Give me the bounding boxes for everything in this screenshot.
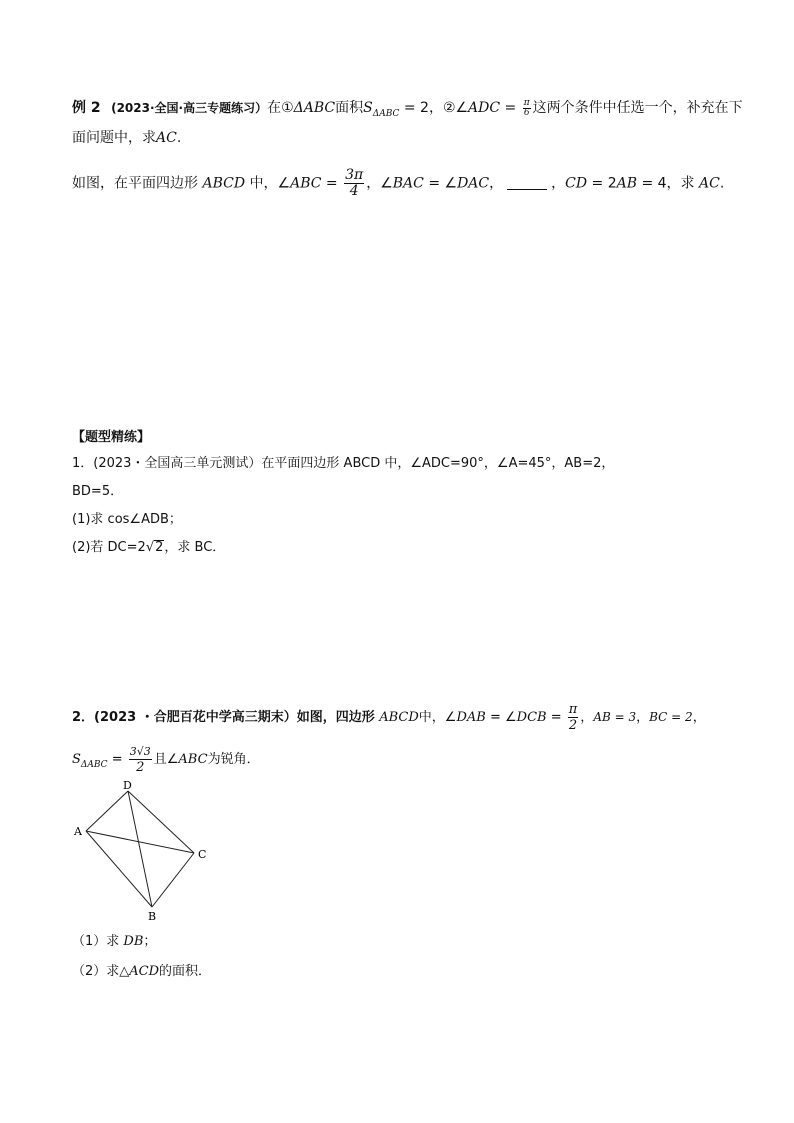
frac-num: π bbox=[523, 97, 530, 108]
math-var: ACD bbox=[129, 964, 160, 979]
text: 在① bbox=[267, 100, 294, 116]
math-var: ΔABC bbox=[293, 100, 336, 116]
text: = ∠ bbox=[423, 175, 458, 192]
sqrt-radicand: 2 bbox=[155, 540, 164, 555]
text: 2．(2023 ・合肥百花中学高三期末）如图，四边形 bbox=[72, 710, 380, 725]
frac-num: 3π bbox=[345, 167, 364, 183]
fraction-3pi-4 bbox=[344, 168, 364, 199]
text: (2)若 DC=2 bbox=[72, 540, 146, 555]
text: = 2，②∠ bbox=[399, 100, 469, 116]
example2-line2 bbox=[72, 128, 181, 148]
vertex-label-b: B bbox=[148, 910, 157, 923]
frac-den: 6 bbox=[523, 107, 530, 118]
text: 中，∠ bbox=[418, 710, 457, 725]
q2-line2 bbox=[72, 744, 260, 775]
example-label: 例 2 bbox=[72, 100, 101, 116]
edge-dc bbox=[128, 791, 194, 853]
text: = 2 bbox=[587, 175, 617, 192]
frac-den: 4 bbox=[349, 183, 359, 199]
math-var: AC bbox=[699, 175, 720, 192]
quadrilateral-figure bbox=[70, 778, 220, 923]
edge-ad bbox=[86, 791, 128, 831]
q1-part1: (1)求 cos∠ADB； bbox=[72, 512, 182, 527]
diagonal-db bbox=[128, 791, 152, 907]
math-var: CD bbox=[565, 175, 588, 192]
text: 中，∠ bbox=[245, 175, 291, 192]
math-var: DB bbox=[123, 934, 144, 949]
fraction-3sqrt3-2 bbox=[129, 744, 152, 775]
math-expr: BC = 2 bbox=[649, 710, 693, 724]
math-var: S bbox=[363, 100, 373, 116]
math-var: S bbox=[72, 752, 81, 767]
text: = bbox=[321, 175, 343, 192]
example2-line3 bbox=[72, 168, 724, 199]
example2-line1 bbox=[72, 98, 743, 124]
math-sub: ΔABC bbox=[80, 760, 108, 770]
text: = 4，求 bbox=[637, 175, 700, 192]
vertex-label-c: C bbox=[198, 848, 207, 861]
text: （2）求△ bbox=[72, 964, 130, 979]
text: ， bbox=[636, 710, 650, 725]
math-var: BAC bbox=[392, 175, 424, 192]
text: ， bbox=[489, 175, 504, 192]
text: 为锐角． bbox=[207, 752, 260, 767]
text: 面积 bbox=[335, 100, 364, 116]
q2-part2 bbox=[72, 962, 211, 982]
math-var: ABCD bbox=[379, 710, 419, 725]
math-var: ABC bbox=[290, 175, 322, 192]
vertex-label-d: D bbox=[123, 779, 132, 792]
text: 且∠ bbox=[153, 752, 179, 767]
frac-den: 2 bbox=[568, 718, 578, 733]
frac-num: π bbox=[568, 702, 578, 717]
vertex-label-a: A bbox=[74, 825, 82, 838]
q1-line1: 1．(2023・全国高三单元测试）在平面四边形 ABCD 中，∠ADC=90°，∠A=45°，AB=2， bbox=[72, 456, 615, 471]
text: ， bbox=[580, 710, 594, 725]
text: ， bbox=[551, 175, 566, 192]
math-var: ABC bbox=[178, 752, 208, 767]
text: （1）求 bbox=[72, 934, 124, 949]
text: = bbox=[107, 752, 127, 767]
q2-part1 bbox=[72, 932, 156, 952]
math-var: DAB bbox=[456, 710, 486, 725]
frac-num: 3√3 bbox=[129, 745, 151, 758]
fraction-pi-2 bbox=[568, 702, 579, 733]
text: ， bbox=[692, 710, 706, 725]
q1-part2 bbox=[72, 538, 225, 558]
text: 的面积． bbox=[159, 964, 212, 979]
example-source: (2023·全国·高三专题练习） bbox=[111, 101, 268, 115]
math-var: DAC bbox=[457, 175, 490, 192]
math-sub: ΔABC bbox=[372, 109, 400, 119]
text: = ∠ bbox=[485, 710, 517, 725]
q2-line1 bbox=[72, 702, 706, 733]
text: . bbox=[719, 175, 725, 192]
fill-in-blank[interactable] bbox=[507, 176, 547, 190]
fraction-pi-6 bbox=[523, 99, 531, 118]
math-expr: AB = 3 bbox=[593, 710, 637, 724]
frac-den: 2 bbox=[136, 760, 145, 775]
text: 这两个条件中任选一个，补充在下 bbox=[532, 100, 743, 116]
math-var: ABCD bbox=[202, 175, 246, 192]
math-var: DCB bbox=[516, 710, 547, 725]
text: 如图，在平面四边形 bbox=[72, 175, 203, 192]
math-var: AB bbox=[616, 175, 638, 192]
q1-line2: BD=5． bbox=[72, 484, 124, 499]
math-var: AC bbox=[156, 130, 177, 146]
practice-heading: 【题型精练】 bbox=[72, 430, 151, 445]
text: 面问题中，求 bbox=[72, 130, 156, 146]
edge-cb bbox=[152, 853, 194, 907]
text: ； bbox=[143, 934, 157, 949]
text: ，求 BC． bbox=[164, 540, 226, 555]
text: . bbox=[176, 130, 182, 146]
sqrt-icon: √ bbox=[145, 540, 155, 555]
text: = bbox=[546, 710, 566, 725]
math-var: ADC bbox=[468, 100, 501, 116]
text: ，∠ bbox=[366, 175, 393, 192]
text: = bbox=[500, 100, 521, 116]
